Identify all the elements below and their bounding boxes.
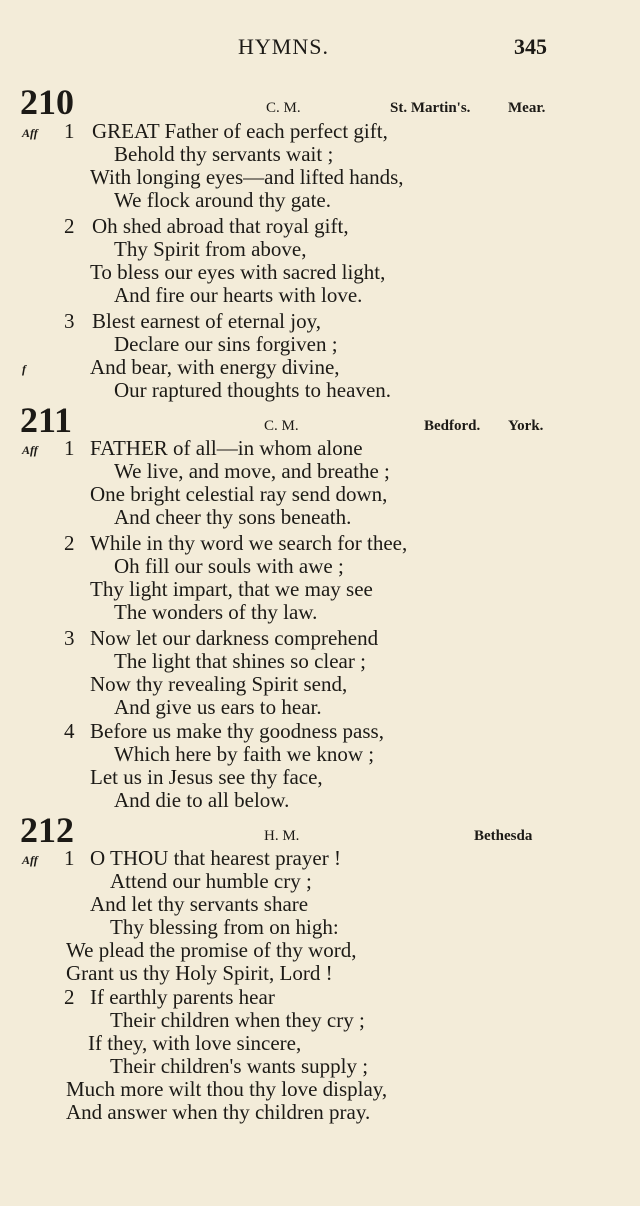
verse-line [0,650,640,673]
page-number: 345 [514,34,547,59]
dynamic-mark: Aff [22,853,38,867]
line-text: And bear, with energy divine, [90,355,340,379]
line-text: And let thy servants share [90,892,309,916]
tune-name: Bedford. [424,418,481,434]
verse-line [0,310,640,333]
verse-line [0,627,640,650]
line-text: With longing eyes—and lifted hands, [90,165,404,189]
verse-line [0,215,640,238]
line-text: One bright celestial ray send down, [90,482,388,506]
hymn-meter: H. M. [264,828,300,844]
line-text: Now let our darkness comprehend [90,626,379,650]
verse-line [0,743,640,766]
verse-line [0,870,640,893]
line-text: Our raptured thoughts to heaven. [114,378,392,402]
verse-line [0,789,640,812]
line-text: And cheer thy sons beneath. [114,505,352,529]
verse-line [0,460,640,483]
hymn-number: 212 [20,810,74,850]
hymn-meter: C. M. [264,418,299,434]
verse-line [0,143,640,166]
line-text: If they, with love sincere, [88,1031,302,1055]
verse-line [0,1032,640,1055]
verse-line [0,962,640,985]
line-text: FATHER of all—in whom alone [90,436,363,460]
hymn-meter: C. M. [266,100,301,116]
verse-line [0,939,640,962]
line-text: The light that shines so clear ; [114,649,366,673]
verse-line [0,506,640,529]
verse-line [0,673,640,696]
line-text: Which here by faith we know ; [114,742,375,766]
verse-number: 2 [64,985,75,1009]
verse-line [0,483,640,506]
hymn-header [0,84,640,124]
verse-line [0,284,640,307]
line-text: We live, and move, and breathe ; [114,459,390,483]
verse-line [0,437,640,460]
line-text: Oh fill our souls with awe ; [114,554,344,578]
line-text: Behold thy servants wait ; [114,142,334,166]
line-text: Before us make thy goodness pass, [90,719,384,743]
verse-line [0,1009,640,1032]
verse-line [0,555,640,578]
verse-line [0,720,640,743]
verse-line [0,120,640,143]
line-text: We flock around thy gate. [114,188,331,212]
dynamic-mark: f [22,362,26,376]
verse-line [0,893,640,916]
line-text: We plead the promise of thy word, [66,938,357,962]
line-text: To bless our eyes with sacred light, [90,260,386,284]
verse-line [0,356,640,379]
line-text: Let us in Jesus see thy face, [90,765,323,789]
verse-line [0,601,640,624]
verse-number: 1 [64,119,75,143]
verse-line [0,916,640,939]
verse-line [0,766,640,789]
tune-name: York. [508,418,544,434]
hymn-number: 211 [20,400,73,440]
verse-number: 4 [64,719,75,743]
verse-line [0,261,640,284]
verse-number: 3 [64,626,75,650]
verse-line [0,238,640,261]
verse-line [0,1055,640,1078]
line-text: And fire our hearts with love. [114,283,363,307]
verse-line [0,189,640,212]
line-text: Grant us thy Holy Spirit, Lord ! [66,961,333,985]
verse-line [0,986,640,1009]
line-text: Thy blessing from on high: [110,915,339,939]
verse-line [0,1078,640,1101]
running-title: HYMNS. [238,34,329,59]
tune-name: Bethesda [474,828,533,844]
verse-line [0,532,640,555]
line-text: Much more wilt thou thy love display, [66,1077,388,1101]
tune-name: St. Martin's. [390,100,471,116]
line-text: GREAT Father of each perfect gift, [92,119,388,143]
line-text: The wonders of thy law. [114,600,318,624]
dynamic-mark: Aff [22,443,38,457]
line-text: Thy Spirit from above, [114,237,307,261]
hymn-number: 210 [20,82,74,122]
line-text: Attend our humble cry ; [110,869,312,893]
verse-number: 1 [64,846,75,870]
line-text: Now thy revealing Spirit send, [90,672,348,696]
line-text: And answer when thy children pray. [66,1100,371,1124]
verse-line [0,333,640,356]
line-text: And die to all below. [114,788,290,812]
line-text: Declare our sins forgiven ; [114,332,338,356]
verse-number: 2 [64,531,75,555]
line-text: O THOU that hearest prayer ! [90,846,341,870]
tune-name: Mear. [508,100,546,116]
line-text: Their children when they cry ; [110,1008,365,1032]
verse-number: 1 [64,436,75,460]
verse-number: 3 [64,309,75,333]
verse-line [0,578,640,601]
line-text: Blest earnest of eternal joy, [92,309,321,333]
line-text: While in thy word we search for thee, [90,531,408,555]
verse-line [0,379,640,402]
verse-line [0,696,640,719]
line-text: And give us ears to hear. [114,695,322,719]
verse-line [0,166,640,189]
line-text: Thy light impart, that we may see [90,577,373,601]
verse-line [0,1101,640,1124]
line-text: If earthly parents hear [90,985,275,1009]
line-text: Their children's wants supply ; [110,1054,369,1078]
line-text: Oh shed abroad that royal gift, [92,214,349,238]
dynamic-mark: Aff [22,126,38,140]
verse-number: 2 [64,214,75,238]
verse-line [0,847,640,870]
running-head [0,34,640,64]
